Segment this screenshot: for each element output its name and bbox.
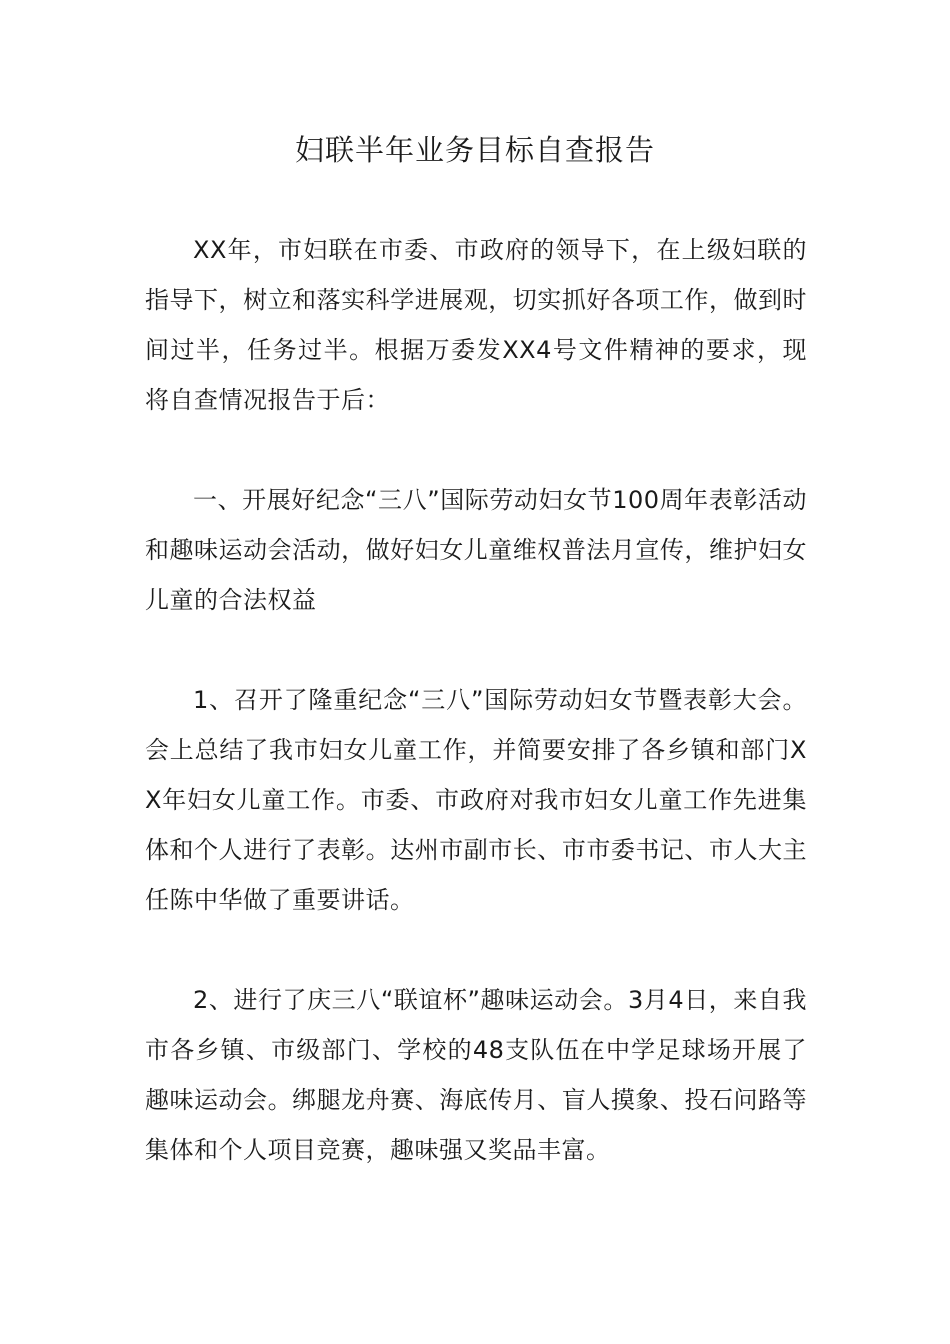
page-title: 妇联半年业务目标自查报告 bbox=[294, 133, 655, 167]
section-heading-paragraph: 一、开展好纪念“三八”国际劳动妇女节100周年表彰活动和趣味运动会活动，做好妇女儿童维权普法月宣传，维护妇女儿童的合法权益 bbox=[145, 486, 807, 614]
item-2-paragraph: 2、进行了庆三八“联谊杯”趣味运动会。3月4日，来自我市各乡镇、市级部门、学校的48支队伍在中学足球场开展了趣味运动会。绑腿龙舟赛、海底传月、盲人摸象、投石问路等集体和个人项目竞赛，趣味强又奖品丰富。 bbox=[145, 986, 807, 1164]
item-1-paragraph: 1、召开了隆重纪念“三八”国际劳动妇女节暨表彰大会。会上总结了我市妇女儿童工作，并简要安排了各乡镇和部门XX年妇女儿童工作。市委、市政府对我市妇女儿童工作先进集体和个人进行了表彰。达州市副市长、市市委书记、市人大主任陈中华做了重要讲话。 bbox=[145, 686, 807, 914]
intro-paragraph: XX年，市妇联在市委、市政府的领导下，在上级妇联的指导下，树立和落实科学进展观，切实抓好各项工作，做到时间过半，任务过半。根据万委发XX4号文件精神的要求，现将自查情况报告于后： bbox=[145, 236, 807, 414]
